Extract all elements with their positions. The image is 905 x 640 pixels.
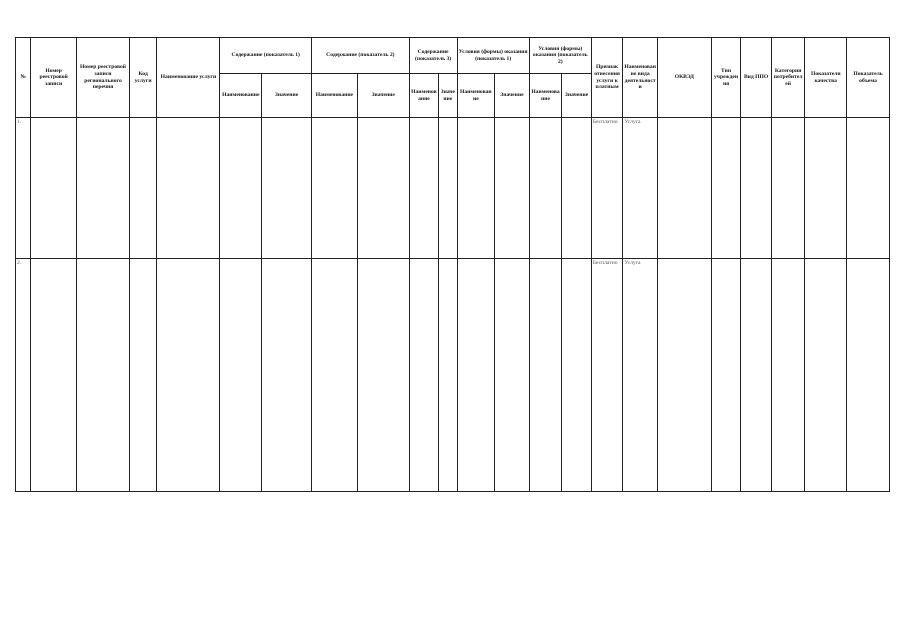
- cell-content1-value: [262, 118, 312, 259]
- cell-cond1-name: [457, 118, 495, 259]
- table-row: [16, 259, 890, 492]
- cell-institution-type: [711, 259, 741, 492]
- header-okved: ОКВЭД: [657, 38, 711, 118]
- cell-no: 1.: [16, 118, 31, 259]
- cell-content3-name: [409, 118, 439, 259]
- header-reg-number-list: Номер реестровой записи регионального перечня: [77, 38, 130, 118]
- cell-content1-name: [220, 118, 262, 259]
- subheader-name: Наименование: [457, 74, 495, 118]
- header-no: №: [16, 38, 31, 118]
- subheader-value: Значение: [495, 74, 530, 118]
- cell-cond1-value: [495, 118, 530, 259]
- header-reg-number: Номер реестровой записи: [31, 38, 77, 118]
- cell-content1-value: [262, 259, 312, 492]
- subheader-value: Значение: [262, 74, 312, 118]
- cell-cond2-value: [562, 118, 592, 259]
- subheader-value: Значение: [357, 74, 409, 118]
- subheader-name: Наименование: [220, 74, 262, 118]
- cell-content3-name: [409, 259, 439, 492]
- cell-service-code: [129, 118, 156, 259]
- header-paid-flag: Признак отнесения услуги к платным: [591, 38, 623, 118]
- cell-content2-name: [312, 118, 358, 259]
- cell-volume: [847, 118, 890, 259]
- header-volume: Показатель объема: [847, 38, 890, 118]
- cell-consumer-categories: [771, 259, 805, 492]
- cell-cond1-name: [457, 259, 495, 492]
- cell-content1-name: [220, 259, 262, 492]
- cell-reg-number: [31, 118, 77, 259]
- header-activity: Наименование вида деятельности: [623, 38, 658, 118]
- cell-content2-value: [357, 118, 409, 259]
- cell-okved: [657, 259, 711, 492]
- header-conditions-2: Условия (формы) оказания (показатель 2): [529, 38, 591, 74]
- cell-volume: [847, 259, 890, 492]
- cell-no: 2.: [16, 259, 31, 492]
- cell-content2-value: [357, 259, 409, 492]
- header-quality: Показатели качества: [805, 38, 847, 118]
- cell-reg-number: [31, 259, 77, 492]
- header-institution-type: Тип учреждения: [711, 38, 741, 118]
- cell-service-code: [129, 259, 156, 492]
- header-service-name: Наименование услуги: [157, 38, 220, 118]
- cell-activity: Услуга: [623, 259, 658, 492]
- cell-content2-name: [312, 259, 358, 492]
- registry-table: [15, 37, 890, 492]
- cell-content3-value: [439, 118, 457, 259]
- registry-sheet: [15, 37, 890, 492]
- header-content-1: Содержание (показатель 1): [220, 38, 312, 74]
- cell-activity: Услуга: [623, 118, 658, 259]
- cell-ppo: [741, 118, 772, 259]
- cell-quality: [805, 118, 847, 259]
- subheader-name: Наименование: [529, 74, 562, 118]
- cell-reg-number-list: [77, 259, 130, 492]
- cell-quality: [805, 259, 847, 492]
- cell-paid: Бесплатно: [591, 259, 623, 492]
- subheader-name: Наименование: [409, 74, 439, 118]
- cell-okved: [657, 118, 711, 259]
- cell-cond1-value: [495, 259, 530, 492]
- subheader-value: Значение: [439, 74, 457, 118]
- header-consumer-categories: Категории потребителей: [771, 38, 805, 118]
- cell-cond2-value: [562, 259, 592, 492]
- cell-reg-number-list: [77, 118, 130, 259]
- cell-paid: Бесплатно: [591, 118, 623, 259]
- cell-content3-value: [439, 259, 457, 492]
- header-content-2: Содержание (показатель 2): [312, 38, 410, 74]
- header-conditions-1: Условия (формы) оказания (показатель 1): [457, 38, 529, 74]
- header-ppo-type: Вид ППО: [741, 38, 772, 118]
- header-content-3: Содержание (показатель 3): [409, 38, 457, 74]
- cell-cond2-name: [529, 259, 562, 492]
- header-service-code: Код услуги: [129, 38, 156, 118]
- cell-institution-type: [711, 118, 741, 259]
- cell-service-name: [157, 259, 220, 492]
- subheader-name: Наименование: [312, 74, 358, 118]
- cell-consumer-categories: [771, 118, 805, 259]
- table-row: [16, 118, 890, 259]
- cell-ppo: [741, 259, 772, 492]
- cell-service-name: [157, 118, 220, 259]
- subheader-value: Значение: [562, 74, 592, 118]
- cell-cond2-name: [529, 118, 562, 259]
